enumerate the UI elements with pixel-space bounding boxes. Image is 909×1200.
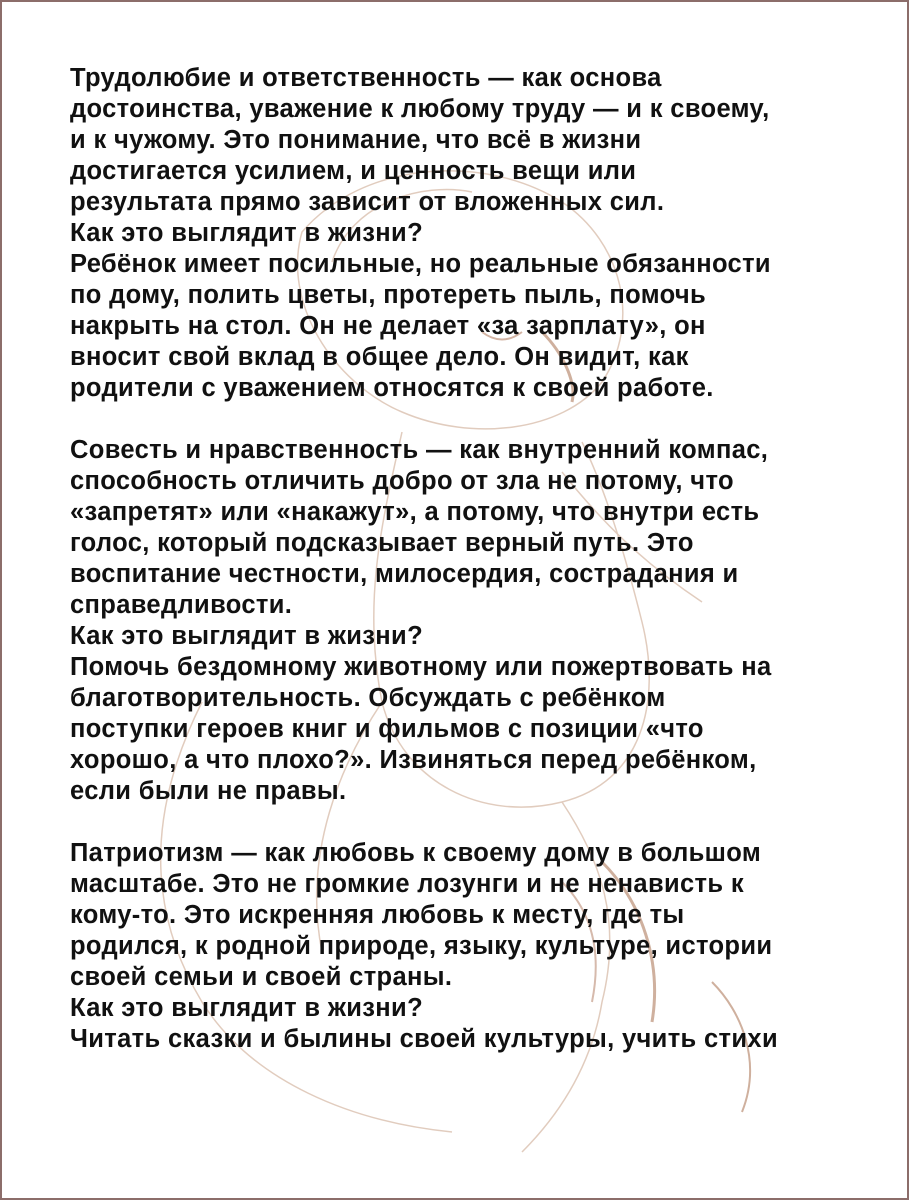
text-line: справедливости.	[70, 591, 293, 619]
text-line: результата прямо зависит от вложенных сил.	[70, 188, 665, 216]
text-line: Патриотизм — как любовь к своему дому в большом	[70, 839, 762, 867]
text-line: Трудолюбие и ответственность — как основа	[70, 64, 662, 92]
text-line: накрыть на стол. Он не делает «за зарплату», он	[70, 312, 706, 340]
text-line: вносит свой вклад в общее дело. Он видит, как	[70, 343, 689, 371]
text-line: Читать сказки и былины своей культуры, учить стихи	[70, 1025, 778, 1053]
text-line: Ребёнок имеет посильные, но реальные обязанности	[70, 250, 771, 278]
text-line: голос, который подсказывает верный путь. Это	[70, 529, 694, 557]
text-line: Совесть и нравственность — как внутренний компас,	[70, 436, 769, 464]
text-line: родители с уважением относятся к своей работе.	[70, 374, 714, 402]
text-line: «запретят» или «накажут», а потому, что внутри есть	[70, 498, 760, 526]
text-line: по дому, полить цветы, протереть пыль, помочь	[70, 281, 707, 309]
text-line: воспитание честности, милосердия, сострадания и	[70, 560, 739, 588]
section-patriotism	[70, 838, 877, 1055]
subheading: Как это выглядит в жизни?	[70, 219, 424, 247]
text-line: своей семьи и своей страны.	[70, 963, 453, 991]
subheading: Как это выглядит в жизни?	[70, 622, 424, 650]
text-line: кому-то. Это искренняя любовь к месту, где ты	[70, 901, 685, 929]
paragraph-gap	[70, 807, 877, 838]
section-conscience	[70, 435, 877, 807]
text-line: благотворительность. Обсуждать с ребёнком	[70, 684, 666, 712]
paragraph-gap	[70, 404, 877, 435]
text-line: достигается усилием, и ценность вещи или	[70, 157, 637, 185]
text-line: поступки героев книг и фильмов с позиции «что	[70, 715, 704, 743]
text-line: масштабе. Это не громкие лозунги и не ненависть к	[70, 870, 744, 898]
text-line: и к чужому. Это понимание, что всё в жизни	[70, 126, 642, 154]
text-line: достоинства, уважение к любому труду — и к своему,	[70, 95, 770, 123]
text-line: если были не правы.	[70, 777, 347, 805]
section-diligence	[70, 63, 877, 404]
text-line: способность отличить добро от зла не потому, что	[70, 467, 734, 495]
text-line: родился, к родной природе, языку, культуре, истории	[70, 932, 773, 960]
subheading: Как это выглядит в жизни?	[70, 994, 424, 1022]
text-line: Помочь бездомному животному или пожертвовать на	[70, 653, 772, 681]
article-text	[70, 63, 877, 1055]
text-line: хорошо, а что плохо?». Извиняться перед ребёнком,	[70, 746, 757, 774]
